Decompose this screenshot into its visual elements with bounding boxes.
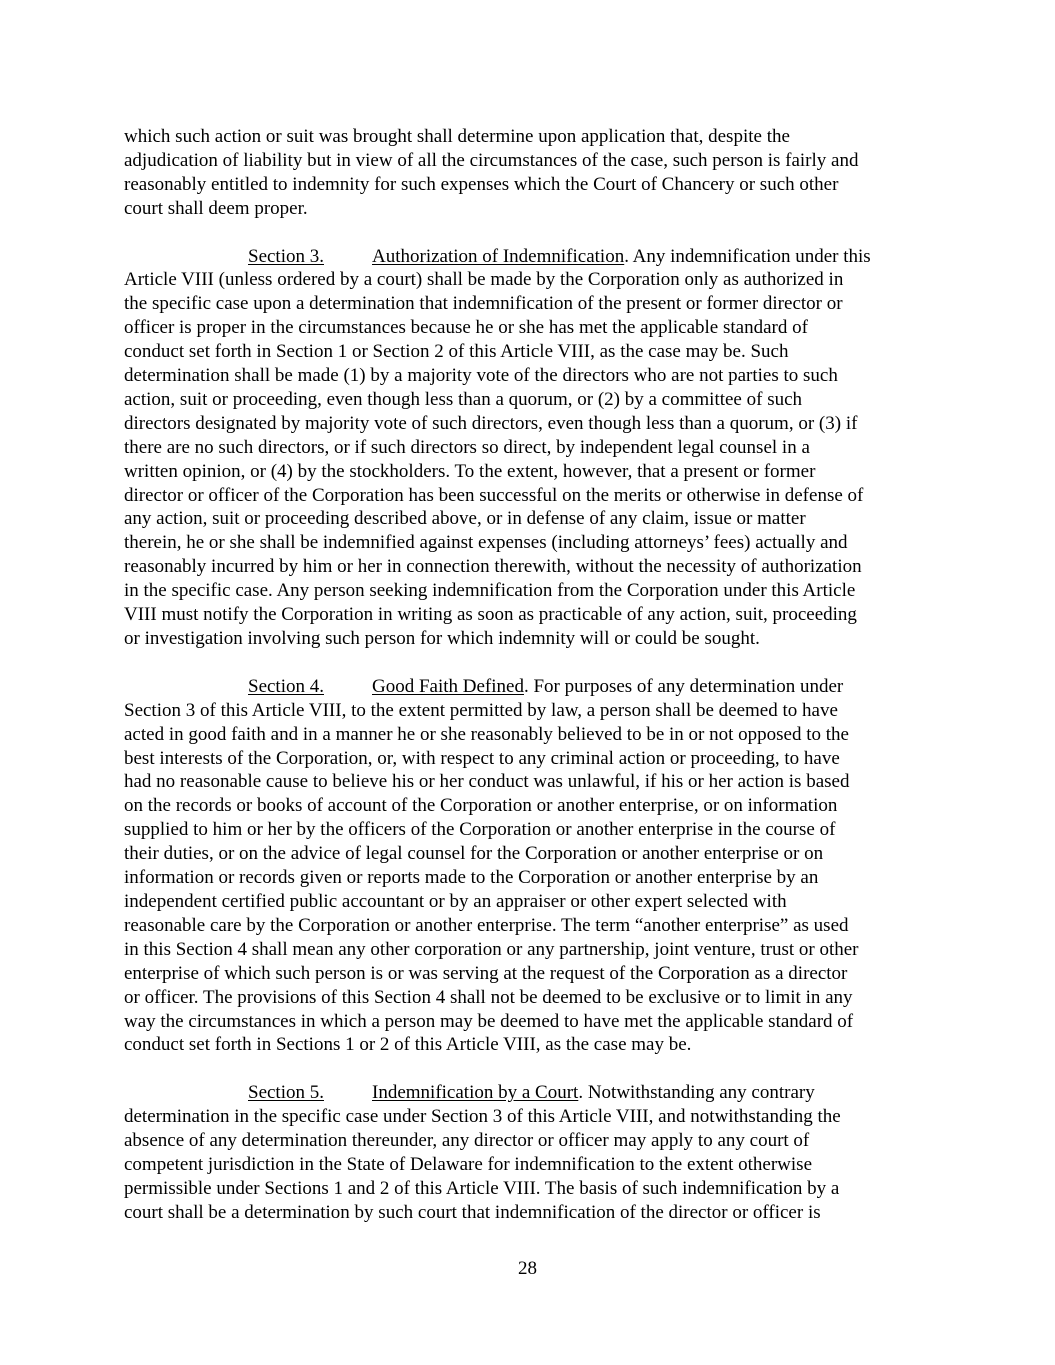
paragraph-line: or investigation involving such person for which indemnity will or could be sought.	[124, 628, 760, 650]
paragraph-line: therein, he or she shall be indemnified against expenses (including attorneys’ fees) actually and	[124, 532, 848, 554]
paragraph-line: the specific case upon a determination that indemnification of the present or former director or	[124, 293, 843, 315]
paragraph-line: way the circumstances in which a person may be deemed to have met the applicable standard of	[124, 1010, 854, 1032]
paragraph-line: determination shall be made (1) by a majority vote of the directors who are not parties to such	[124, 365, 838, 387]
page-number: 28	[518, 1258, 537, 1279]
section-3-paragraph	[124, 245, 936, 651]
section-heading-line	[124, 1081, 936, 1105]
section-number: Section 5.	[248, 1082, 324, 1104]
carryover-paragraph	[124, 125, 936, 221]
paragraph-line: in this Section 4 shall mean any other corporation or any partnership, joint venture, trust or other	[124, 938, 859, 960]
paragraph-line: on the records or books of account of the Corporation or another enterprise, or on information	[124, 795, 838, 817]
section-heading: Indemnification by a Court	[372, 1082, 579, 1104]
section-4-paragraph	[124, 675, 936, 1058]
document-page	[124, 125, 936, 1249]
paragraph-line: written opinion, or (4) by the stockholders. To the extent, however, that a present or former	[124, 460, 816, 482]
paragraph-line: director or officer of the Corporation has been successful on the merits or otherwise in defense of	[124, 484, 864, 506]
paragraph-line: Section 3 of this Article VIII, to the extent permitted by law, a person shall be deemed to have	[124, 699, 838, 721]
section-number: Section 4.	[248, 675, 324, 697]
section-heading-rest: . For purposes of any determination under	[523, 675, 844, 697]
section-heading-rest: . Notwithstanding any contrary	[578, 1082, 815, 1104]
paragraph-line: directors designated by majority vote of such directors, even though less than a quorum, or (3) if	[124, 412, 858, 434]
paragraph-line: VIII must notify the Corporation in writing as soon as practicable of any action, suit, proceeding	[124, 604, 857, 626]
paragraph-line: permissible under Sections 1 and 2 of this Article VIII. The basis of such indemnification by a	[124, 1177, 840, 1199]
section-heading-line	[124, 675, 936, 699]
paragraph-line: supplied to him or her by the officers of the Corporation or another enterprise in the course of	[124, 819, 836, 841]
paragraph-line: court shall deem proper.	[124, 197, 308, 219]
paragraph-line: reasonable care by the Corporation or another enterprise. The term “another enterprise” as used	[124, 914, 849, 936]
section-5-paragraph	[124, 1081, 936, 1224]
section-heading-line	[124, 245, 936, 269]
paragraph-line: competent jurisdiction in the State of Delaware for indemnification to the extent otherwise	[124, 1153, 813, 1175]
paragraph-line: information or records given or reports made to the Corporation or another enterprise by an	[124, 867, 819, 889]
paragraph-line: conduct set forth in Sections 1 or 2 of this Article VIII, as the case may be.	[124, 1034, 692, 1056]
paragraph-line: conduct set forth in Section 1 or Section 2 of this Article VIII, as the case may be. Such	[124, 341, 789, 363]
paragraph-line: absence of any determination thereunder, any director or officer may apply to any court of	[124, 1130, 810, 1152]
paragraph-line: acted in good faith and in a manner he or she reasonably believed to be in or not opposed to the	[124, 723, 849, 745]
section-heading-rest: . Any indemnification under this	[624, 245, 871, 267]
section-heading: Authorization of Indemnification	[372, 245, 625, 267]
paragraph-line: Article VIII (unless ordered by a court) shall be made by the Corporation only as authorized in	[124, 269, 844, 291]
paragraph-line: determination in the specific case under Section 3 of this Article VIII, and notwithstanding the	[124, 1106, 841, 1128]
paragraph-line: enterprise of which such person is or was serving at the request of the Corporation as a director	[124, 962, 848, 984]
paragraph-line: best interests of the Corporation, or, with respect to any criminal action or proceeding, to have	[124, 747, 840, 769]
paragraph-line: which such action or suit was brought shall determine upon application that, despite the	[124, 126, 790, 147]
paragraph-line: or officer. The provisions of this Section 4 shall not be deemed to be exclusive or to limit in any	[124, 986, 853, 1008]
paragraph-line: reasonably incurred by him or her in connection therewith, without the necessity of authorization	[124, 556, 862, 578]
paragraph-line: in the specific case. Any person seeking indemnification from the Corporation under this Article	[124, 580, 856, 602]
paragraph-line: officer is proper in the circumstances because he or she has met the applicable standard of	[124, 317, 808, 339]
paragraph-line: independent certified public accountant or by an appraiser or other expert selected with	[124, 890, 787, 912]
paragraph-line: action, suit or proceeding, even though less than a quorum, or (2) by a committee of such	[124, 388, 803, 410]
paragraph-line: had no reasonable cause to believe his or her conduct was unlawful, if his or her action is based	[124, 771, 850, 793]
paragraph-line: adjudication of liability but in view of all the circumstances of the case, such person is fairly and	[124, 149, 859, 171]
paragraph-line: any action, suit or proceeding described above, or in defense of any claim, issue or matter	[124, 508, 806, 530]
paragraph-line: there are no such directors, or if such directors so direct, by independent legal counsel in a	[124, 436, 810, 458]
paragraph-line: their duties, or on the advice of legal counsel for the Corporation or another enterprise or on	[124, 843, 824, 865]
section-number: Section 3.	[248, 245, 324, 267]
section-heading: Good Faith Defined	[372, 675, 524, 697]
paragraph-line: court shall be a determination by such court that indemnification of the director or officer is	[124, 1201, 821, 1223]
paragraph-line: reasonably entitled to indemnity for such expenses which the Court of Chancery or such other	[124, 173, 839, 195]
